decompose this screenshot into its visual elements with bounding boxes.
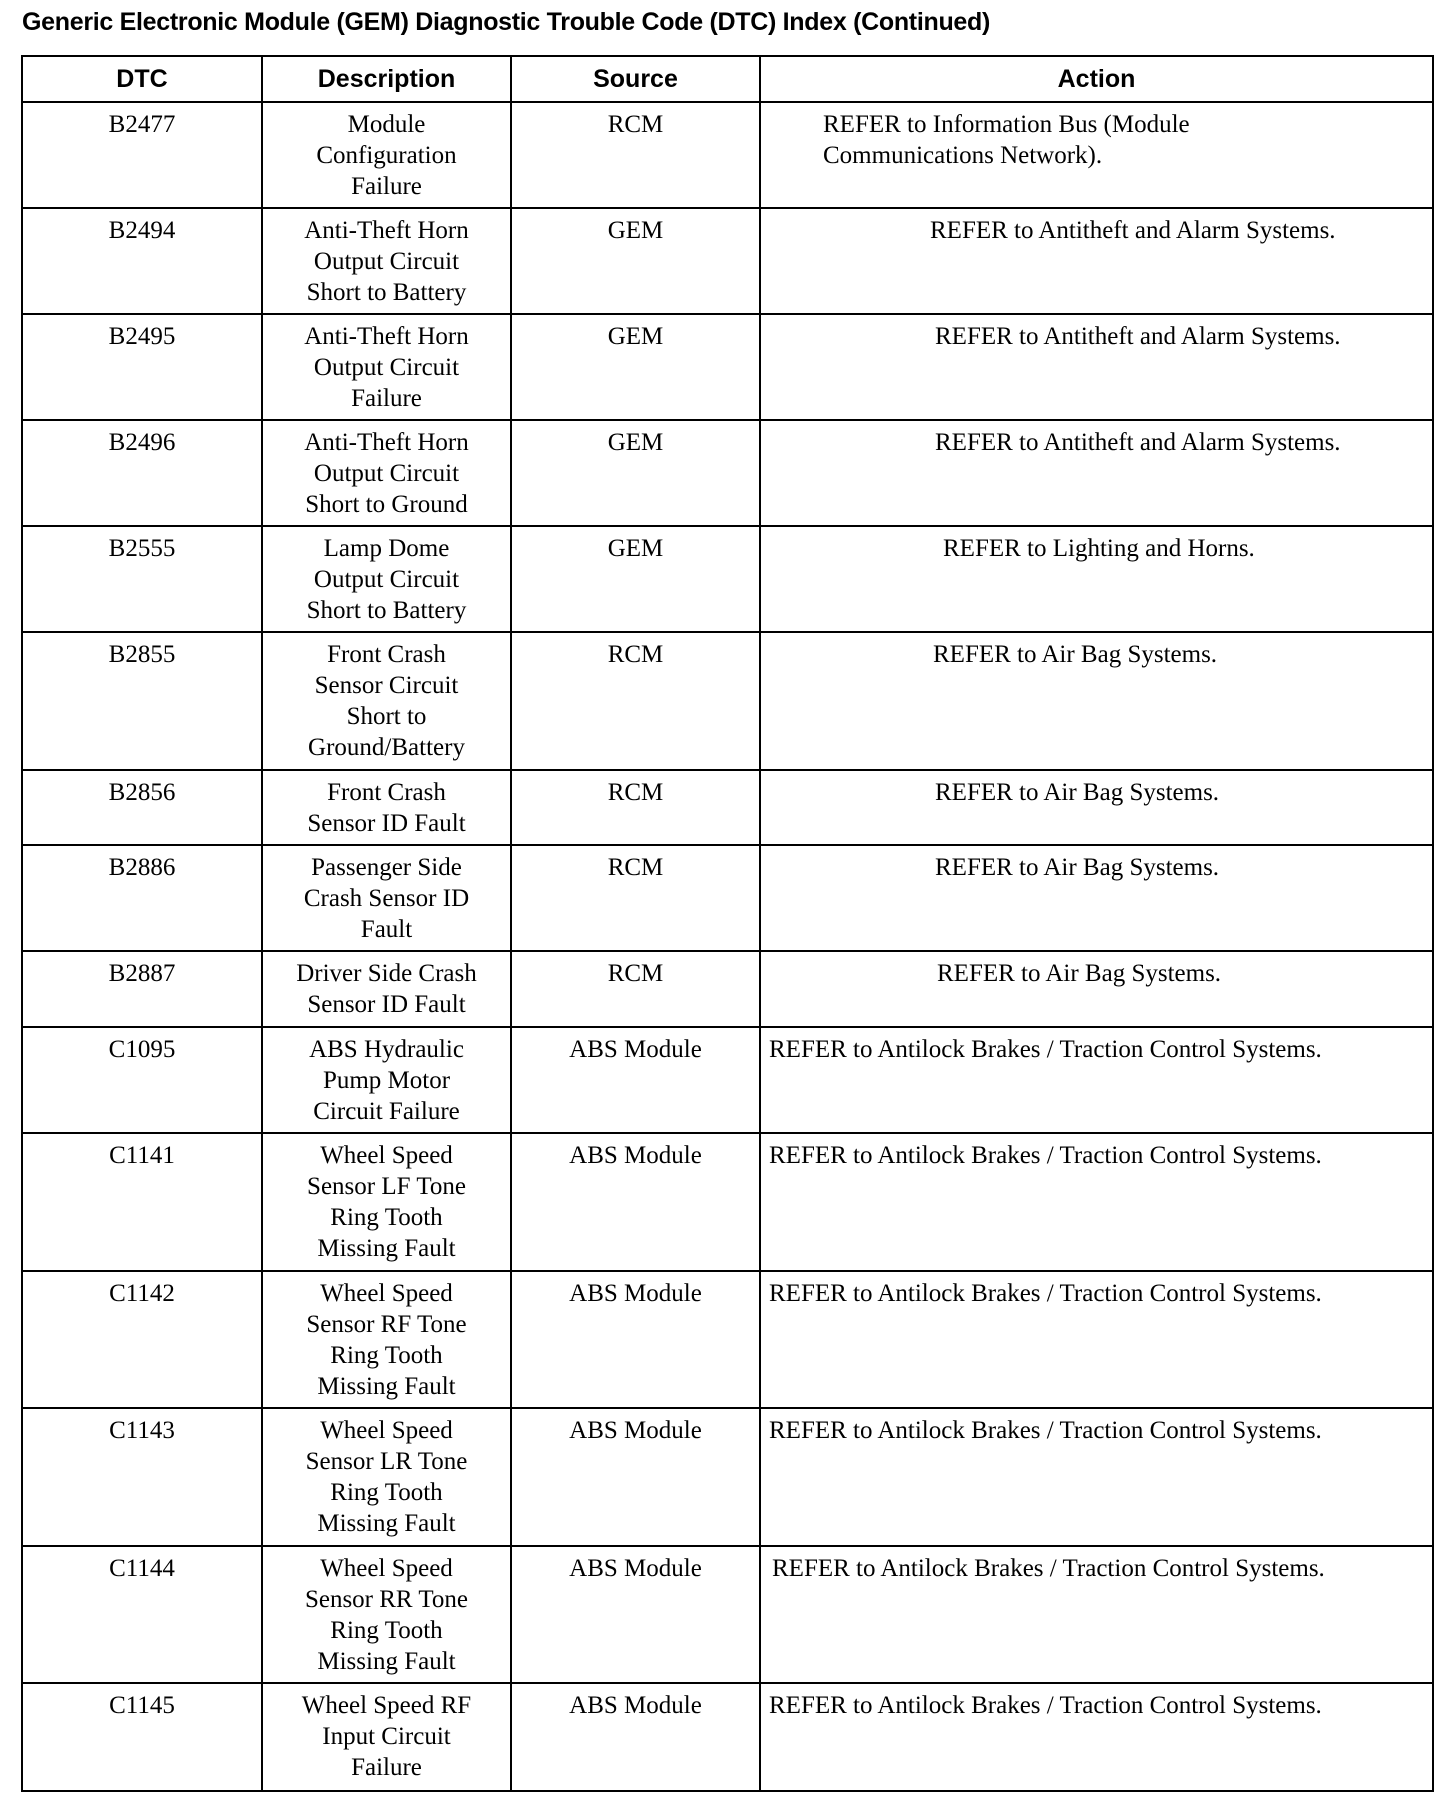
action-cell (760, 951, 1433, 1027)
source-cell (511, 770, 760, 845)
description-cell (262, 632, 511, 770)
source-cell-text: RCM (607, 854, 664, 881)
dtc-cell (22, 1027, 262, 1133)
description-cell-text: Front Crash Sensor ID Fault (307, 779, 466, 837)
header-action: Action (760, 56, 1433, 102)
action-cell-text: REFER to Antilock Brakes / Traction Control Systems. (769, 1142, 1322, 1169)
source-cell-text: GEM (607, 429, 664, 456)
description-cell-text: Wheel Speed Sensor RF Tone Ring Tooth Missing Fault (306, 1280, 467, 1400)
action-cell-text: REFER to Lighting and Horns. (943, 535, 1255, 562)
description-cell-text: ABS Hydraulic Pump Motor Circuit Failure (309, 1036, 464, 1125)
description-cell (262, 102, 511, 208)
dtc-cell-text: B2887 (108, 960, 176, 987)
action-cell-text: REFER to Antitheft and Alarm Systems. (935, 323, 1341, 350)
description-cell-text: Anti-Theft Horn Output Circuit Failure (304, 323, 469, 412)
action-cell (760, 102, 1433, 208)
table-row (22, 1683, 1433, 1791)
dtc-cell (22, 208, 262, 314)
action-cell-text: REFER to Antitheft and Alarm Systems. (930, 217, 1336, 244)
description-cell-text: Module Configuration Failure (316, 111, 457, 200)
dtc-cell (22, 1271, 262, 1408)
description-cell (262, 1683, 511, 1791)
table-row (22, 102, 1433, 208)
source-cell-text: ABS Module (569, 1036, 702, 1063)
action-cell-text: REFER to Antilock Brakes / Traction Control Systems. (769, 1692, 1322, 1719)
action-cell (760, 1546, 1433, 1683)
source-cell (511, 1683, 760, 1791)
table-row (22, 526, 1433, 632)
dtc-cell (22, 1683, 262, 1791)
source-cell-text: ABS Module (569, 1692, 702, 1719)
description-cell-text: Front Crash Sensor Circuit Short to Ground/Battery (308, 641, 465, 761)
action-cell-text: REFER to Air Bag Systems. (933, 641, 1218, 668)
dtc-cell (22, 845, 262, 951)
description-cell-text: Anti-Theft Horn Output Circuit Short to Ground (304, 429, 469, 518)
description-cell (262, 526, 511, 632)
header-source: Source (511, 56, 760, 102)
action-cell-text: REFER to Air Bag Systems. (937, 960, 1222, 987)
header-description: Description (262, 56, 511, 102)
table-row (22, 420, 1433, 526)
table-row (22, 1546, 1433, 1683)
description-cell (262, 1133, 511, 1271)
source-cell (511, 420, 760, 526)
table-header-row (22, 56, 1433, 102)
dtc-cell (22, 1133, 262, 1271)
table-row (22, 314, 1433, 420)
action-cell-text: REFER to Information Bus (Module Communications Network). (823, 111, 1190, 169)
dtc-cell (22, 314, 262, 420)
table-row (22, 1027, 1433, 1133)
table-row (22, 1271, 1433, 1408)
source-cell-text: ABS Module (569, 1417, 702, 1444)
source-cell-text: RCM (607, 779, 664, 806)
description-cell-text: Wheel Speed Sensor LF Tone Ring Tooth Missing Fault (307, 1142, 466, 1262)
description-cell (262, 845, 511, 951)
table-row (22, 951, 1433, 1027)
description-cell (262, 1546, 511, 1683)
dtc-cell-text: C1141 (109, 1142, 175, 1169)
description-cell-text: Passenger Side Crash Sensor ID Fault (303, 854, 470, 943)
description-cell-text: Wheel Speed Sensor LR Tone Ring Tooth Missing Fault (305, 1417, 468, 1537)
dtc-cell (22, 526, 262, 632)
source-cell-text: GEM (607, 217, 664, 244)
action-cell-text: REFER to Antilock Brakes / Traction Control Systems. (772, 1555, 1325, 1582)
dtc-cell (22, 770, 262, 845)
source-cell-text: GEM (607, 323, 664, 350)
dtc-cell (22, 420, 262, 526)
action-cell (760, 1133, 1433, 1271)
dtc-table (21, 55, 1434, 1792)
source-cell (511, 208, 760, 314)
dtc-cell-text: B2856 (108, 779, 176, 806)
action-cell (760, 208, 1433, 314)
description-cell-text: Anti-Theft Horn Output Circuit Short to Battery (304, 217, 469, 306)
action-cell (760, 632, 1433, 770)
action-cell-text: REFER to Air Bag Systems. (935, 854, 1220, 881)
dtc-cell (22, 102, 262, 208)
description-cell (262, 951, 511, 1027)
dtc-cell-text: C1145 (109, 1692, 175, 1719)
action-cell (760, 1408, 1433, 1546)
dtc-cell-text: C1144 (109, 1555, 175, 1582)
source-cell (511, 1133, 760, 1271)
table-row (22, 770, 1433, 845)
dtc-cell (22, 632, 262, 770)
source-cell-text: RCM (607, 641, 664, 668)
source-cell-text: GEM (607, 535, 664, 562)
table-row (22, 1133, 1433, 1271)
dtc-cell-text: C1095 (108, 1036, 176, 1063)
description-cell-text: Wheel Speed Sensor RR Tone Ring Tooth Missing Fault (304, 1555, 469, 1675)
action-cell (760, 770, 1433, 845)
description-cell (262, 1271, 511, 1408)
table-row (22, 1408, 1433, 1546)
source-cell (511, 632, 760, 770)
source-cell (511, 102, 760, 208)
dtc-cell-text: B2477 (108, 111, 176, 138)
source-cell (511, 1546, 760, 1683)
dtc-cell (22, 951, 262, 1027)
table-row (22, 845, 1433, 951)
source-cell-text: ABS Module (569, 1555, 702, 1582)
page-title: Generic Electronic Module (GEM) Diagnostic Trouble Code (DTC) Index (Continued) (22, 8, 991, 36)
description-cell (262, 420, 511, 526)
source-cell-text: ABS Module (569, 1142, 702, 1169)
dtc-cell-text: B2855 (108, 641, 176, 668)
source-cell (511, 526, 760, 632)
source-cell (511, 845, 760, 951)
table-row (22, 208, 1433, 314)
dtc-cell-text: B2494 (108, 217, 176, 244)
action-cell (760, 526, 1433, 632)
action-cell-text: REFER to Air Bag Systems. (935, 779, 1220, 806)
dtc-cell-text: B2555 (108, 535, 176, 562)
dtc-cell-text: C1143 (109, 1417, 175, 1444)
action-cell (760, 1683, 1433, 1791)
action-cell-text: REFER to Antilock Brakes / Traction Control Systems. (769, 1417, 1322, 1444)
action-cell-text: REFER to Antilock Brakes / Traction Control Systems. (769, 1280, 1322, 1307)
description-cell-text: Lamp Dome Output Circuit Short to Battery (306, 535, 467, 624)
action-cell (760, 1027, 1433, 1133)
action-cell (760, 845, 1433, 951)
action-cell-text: REFER to Antitheft and Alarm Systems. (935, 429, 1341, 456)
dtc-cell-text: B2495 (108, 323, 176, 350)
action-cell (760, 314, 1433, 420)
description-cell (262, 208, 511, 314)
action-cell (760, 1271, 1433, 1408)
source-cell (511, 1408, 760, 1546)
source-cell (511, 951, 760, 1027)
dtc-cell (22, 1408, 262, 1546)
action-cell (760, 420, 1433, 526)
table-row (22, 632, 1433, 770)
action-cell-text: REFER to Antilock Brakes / Traction Control Systems. (769, 1036, 1322, 1063)
source-cell (511, 1271, 760, 1408)
description-cell (262, 770, 511, 845)
description-cell (262, 1408, 511, 1546)
source-cell-text: ABS Module (569, 1280, 702, 1307)
description-cell (262, 1027, 511, 1133)
source-cell (511, 314, 760, 420)
dtc-cell-text: B2496 (108, 429, 176, 456)
source-cell-text: RCM (607, 111, 664, 138)
header-dtc: DTC (22, 56, 262, 102)
source-cell-text: RCM (607, 960, 664, 987)
description-cell (262, 314, 511, 420)
source-cell (511, 1027, 760, 1133)
dtc-cell-text: B2886 (108, 854, 176, 881)
dtc-cell (22, 1546, 262, 1683)
description-cell-text: Driver Side Crash Sensor ID Fault (296, 960, 477, 1018)
description-cell-text: Wheel Speed RF Input Circuit Failure (301, 1692, 472, 1781)
dtc-cell-text: C1142 (109, 1280, 175, 1307)
